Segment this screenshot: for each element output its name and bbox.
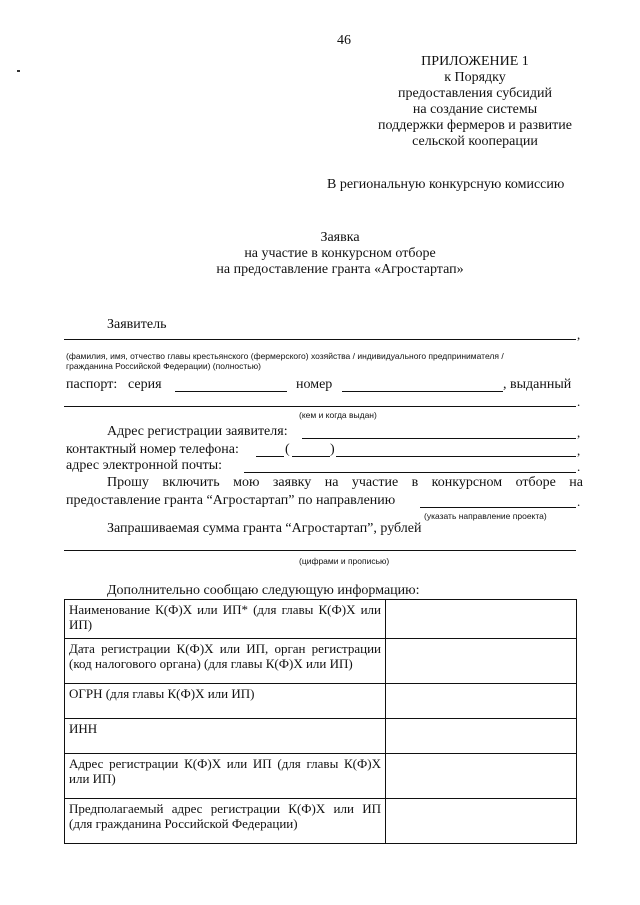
amount-field[interactable] [64,550,576,551]
email-field[interactable] [244,472,576,473]
row-label: Адрес регистрации К(Ф)Х или ИП (для главы К(Ф)Х или ИП) [65,754,386,799]
appendix-line: на создание системы [412,102,538,117]
passport-number-field[interactable] [342,391,503,392]
phone-code-field[interactable] [292,456,330,457]
reg-address-comma: , [577,425,581,440]
info-table [64,599,577,844]
request-line-1: Прошу включить мою заявку на участие в конкурсном отборе на [107,475,583,490]
page-number: 46 [337,33,351,48]
heading-line: на предоставление гранта «Агростартап» [216,262,464,277]
email-label: адрес электронной почты: [66,458,223,473]
row-value-field[interactable] [386,639,577,684]
appendix-line: поддержки фермеров и развитие [378,118,572,133]
amount-label: Запрашиваемая сумма гранта “Агростартап”, рублей [107,521,422,536]
applicant-hint: гражданина Российской Федерации) (полностью) [66,361,261,371]
table-row [65,684,577,719]
appendix-line: к Порядку [444,70,506,85]
row-value-field[interactable] [386,600,577,639]
row-value-field[interactable] [386,684,577,719]
phone-prefix-field[interactable] [256,456,284,457]
row-label: ИНН [65,719,386,754]
direction-field[interactable] [420,507,576,508]
phone-number-field[interactable] [336,456,576,457]
direction-dot: . [577,494,581,509]
addressee: В региональную конкурсную комиссию [327,177,565,192]
direction-hint: (указать направление проекта) [424,511,547,521]
phone-close-paren: ) [330,442,335,457]
appendix-line: сельской кооперации [412,134,538,149]
phone-label: контактный номер телефона: [66,442,239,457]
scan-mark [17,70,20,72]
table-row [65,719,577,754]
number-label: номер [296,377,333,392]
passport-series-field[interactable] [175,391,287,392]
applicant-field[interactable] [64,339,576,340]
issued-end: . [577,394,581,409]
applicant-comma: , [577,327,581,342]
applicant-hint: (фамилия, имя, отчество главы крестьянского (фермерского) хозяйства / индивидуального предпринимателя / [66,351,504,361]
row-value-field[interactable] [386,754,577,799]
row-value-field[interactable] [386,719,577,754]
row-label: ОГРН (для главы К(Ф)Х или ИП) [65,684,386,719]
table-row [65,600,577,639]
issued-label: , выданный [503,377,572,392]
appendix-title: ПРИЛОЖЕНИЕ 1 [421,54,529,69]
table-row [65,799,577,844]
reg-address-field[interactable] [302,438,576,439]
phone-comma: , [577,443,581,458]
row-label: Дата регистрации К(Ф)Х или ИП, орган регистрации (код налогового органа) (для главы К(Ф)Х или ИП) [65,639,386,684]
appendix-line: предоставления субсидий [397,86,553,101]
issued-by-field[interactable] [64,406,576,407]
heading-title: Заявка [320,230,360,245]
row-label: Наименование К(Ф)Х или ИП* (для главы К(Ф)Х или ИП) [65,600,386,639]
passport-label: паспорт: [66,377,118,392]
amount-hint: (цифрами и прописью) [299,556,390,566]
table-row [65,639,577,684]
issued-hint: (кем и когда выдан) [299,410,377,420]
heading-line: на участие в конкурсном отборе [244,246,436,261]
appendix-block [360,54,590,150]
series-label: серия [128,377,162,392]
phone-open-paren: ( [285,442,290,457]
row-label: Предполагаемый адрес регистрации К(Ф)Х или ИП (для гражданина Российской Федерации) [65,799,386,844]
application-heading [180,230,500,278]
applicant-label: Заявитель [107,317,167,332]
row-value-field[interactable] [386,799,577,844]
email-dot: . [577,459,581,474]
request-line-2: предоставление гранта “Агростартап” по направлению [66,493,396,508]
reg-address-label: Адрес регистрации заявителя: [107,424,288,439]
additional-info-heading: Дополнительно сообщаю следующую информацию: [107,583,420,598]
table-row [65,754,577,799]
